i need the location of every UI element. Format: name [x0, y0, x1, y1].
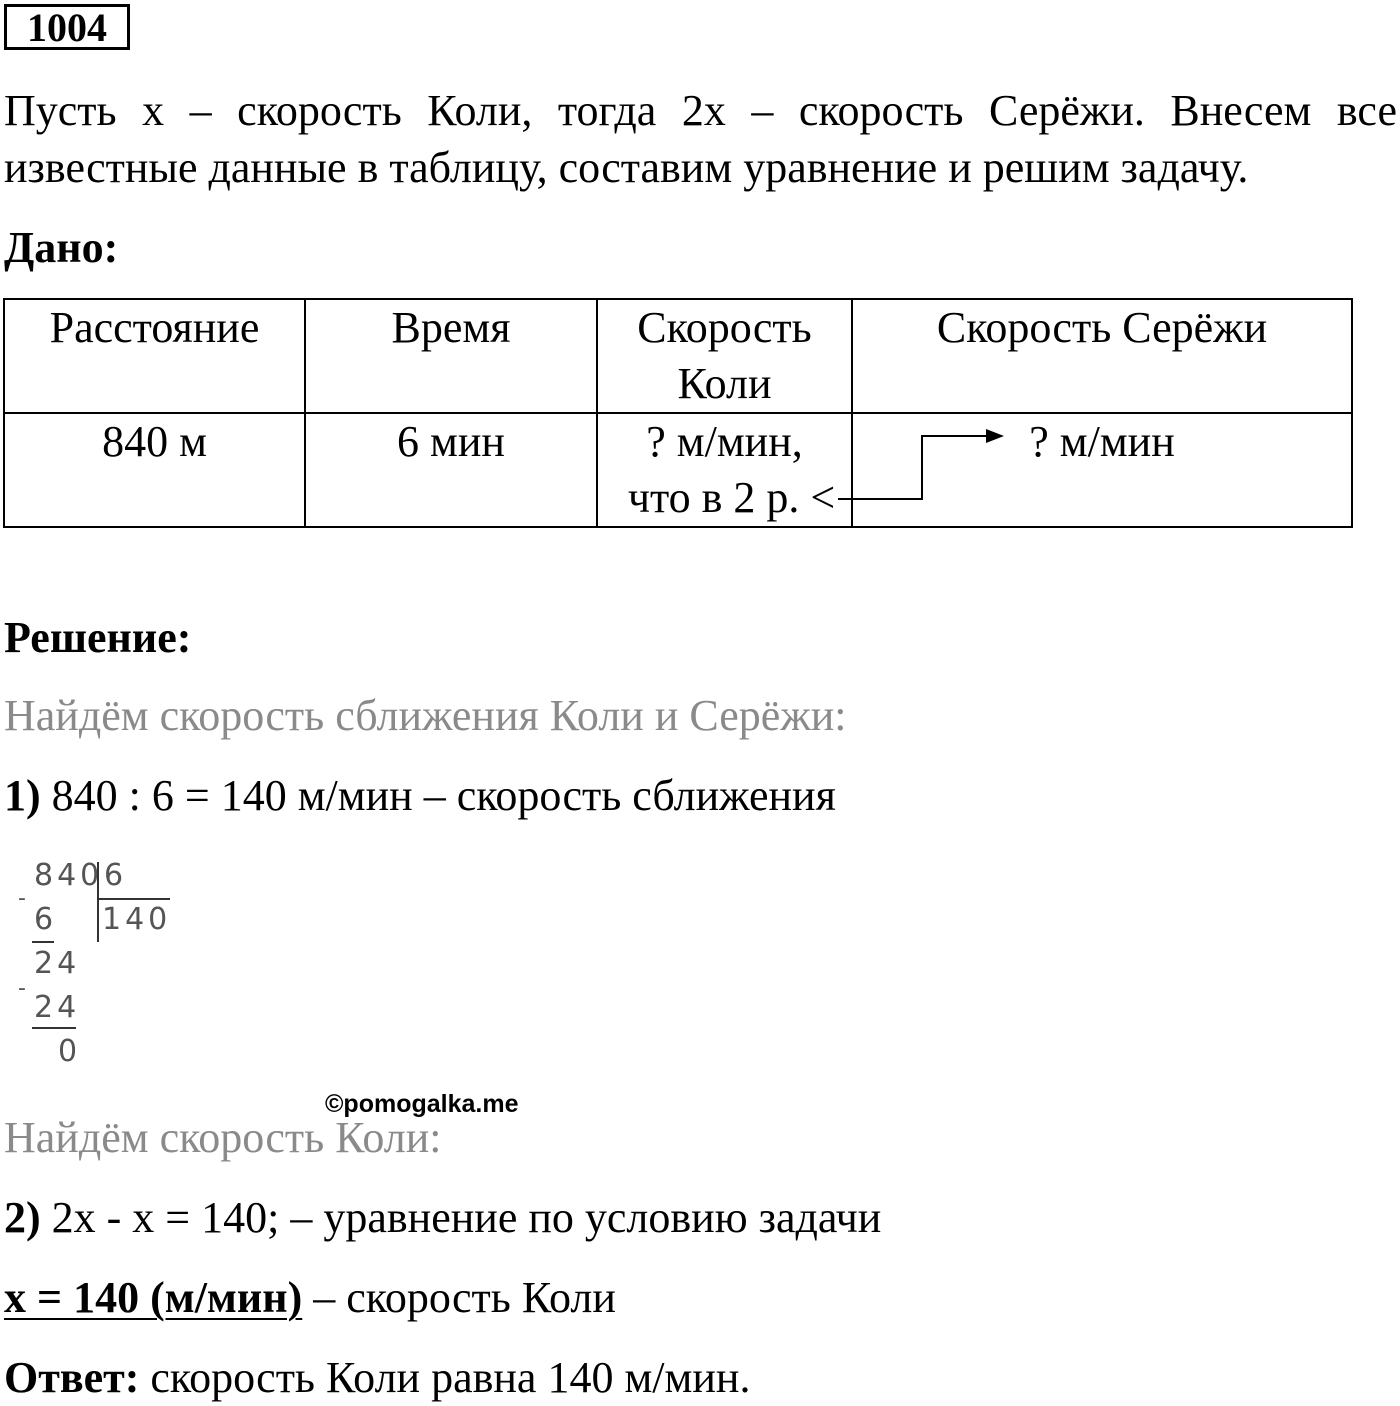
answer-label: Ответ: — [4, 1353, 140, 1402]
division-sub-1: 6 — [34, 902, 58, 937]
cell-serezha-speed: ? м/мин — [852, 413, 1352, 527]
header-time: Время — [305, 299, 597, 413]
result-line — [4, 1272, 616, 1323]
step2-line — [4, 1192, 881, 1243]
header-kolya-speed-text: Скорость Коли — [637, 303, 812, 408]
division-remainder-1: 24 — [34, 946, 81, 981]
arrow-head-icon — [986, 429, 1004, 443]
arrow-line — [838, 436, 990, 499]
division-minus-2: - — [18, 976, 30, 1001]
step1-label: 1) — [4, 771, 41, 820]
answer-text: скорость Коли равна 140 м/мин. — [139, 1353, 751, 1402]
result-value: x = 140 (м/мин) — [4, 1273, 303, 1322]
header-serezha-speed: Скорость Серёжи — [852, 299, 1352, 413]
watermark: ©pomogalka.me — [325, 1090, 519, 1118]
intro-line-1: Пусть x – скорость Коли, тогда 2x – скорость Серёжи. Внесем все — [4, 86, 1397, 135]
long-division — [18, 858, 188, 1073]
division-quotient: 140 — [102, 902, 172, 937]
division-minus-1: - — [18, 886, 30, 911]
division-lines — [18, 858, 188, 1073]
cell-distance: 840 м — [4, 413, 305, 527]
given-heading: Дано: — [4, 223, 119, 272]
step1-line — [4, 770, 836, 821]
cell-time: 6 мин — [305, 413, 597, 527]
cell-kolya-speed-line1: ? м/мин, — [646, 417, 803, 466]
result-text: – скорость Коли — [302, 1273, 616, 1322]
division-sub-2: 24 — [34, 990, 81, 1025]
step1-text: 840 : 6 = 140 м/мин – скорость сближения — [51, 771, 836, 820]
division-divisor: 6 — [104, 858, 128, 893]
step2-intro: Найдём скорость Коли: — [4, 1113, 442, 1162]
header-distance: Расстояние — [4, 299, 305, 413]
division-remainder: 0 — [58, 1034, 82, 1069]
step1-intro: Найдём скорость сближения Коли и Серёжи: — [4, 691, 847, 740]
problem-number: 1004 — [4, 4, 130, 50]
step2-text: 2x - x = 140; – уравнение по условию задачи — [51, 1193, 882, 1242]
relation-arrow — [0, 0, 1400, 560]
division-dividend: 840 — [34, 858, 104, 893]
solution-heading: Решение: — [4, 613, 192, 662]
intro-line-2: известные данные в таблицу, составим уравнение и решим задачу. — [4, 143, 1249, 192]
answer-line — [4, 1352, 750, 1403]
step2-label: 2) — [4, 1193, 41, 1242]
cell-kolya-speed-line2: что в 2 р. < — [627, 473, 836, 522]
